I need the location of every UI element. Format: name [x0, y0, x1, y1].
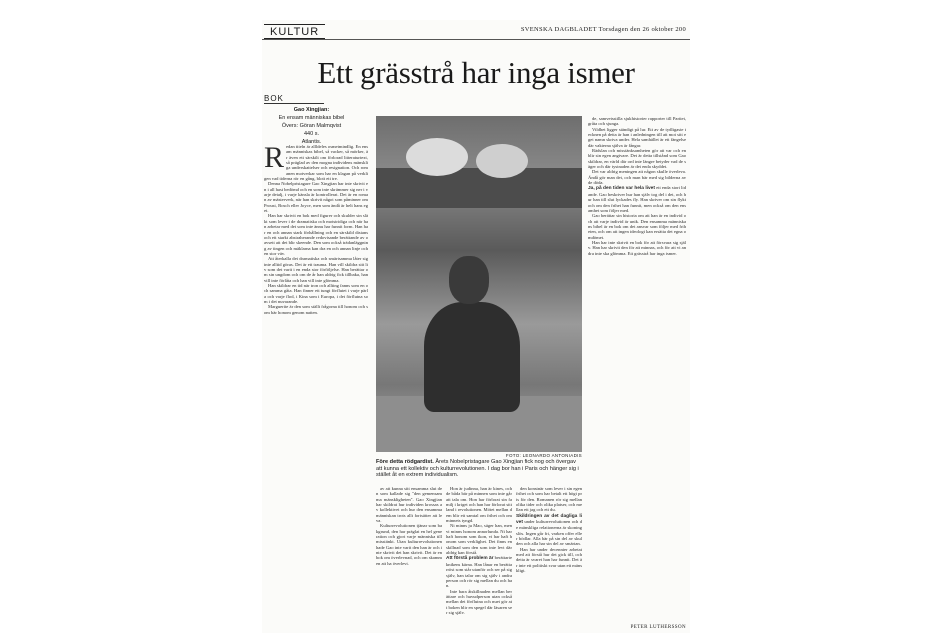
photo-bowl: [476, 144, 528, 178]
column-5-subheading: Ja, på den tiden var hela livet: [588, 186, 655, 192]
article-column-5: [588, 116, 686, 622]
column-1-paragraph: Denna Nobelpristagare Gao Xingjian har inte skrivit en i all hast bedömd och en som inte skrämmer sig ner i varje detalj, i varje känsla är kontrollerat. Det är en roman av mästerverk, när han skrivit något som påminner om Proust, Bosch eller Joyce, men som ändå är helt hans eget.: [264, 181, 368, 214]
column-5-paragraph: Vildhet ligger ständigt på lur. Ett av de tydligaste tecknen på detta är han i anledningen till att mot sitt eget namn skriva under. Hela samhället är ett fängelse där vakterna själva är fångar.: [588, 126, 686, 148]
paper-dateline: SVENSKA DAGBLADET Torsdagen den 26 oktober 200: [520, 26, 686, 33]
column-4-paragraph: den konstnär som lever i sin egen frihet och som har betalt ett högt pris för den. Romanen rör sig mellan olika tider och olika platser, och mellan ett jag och ett du.: [516, 486, 582, 513]
column-3-paragraph: berättarteknikens kärna. Han lånar en berättarröst som står utanför och ser på sig själv, han talar om sig själv i andra person och rör sig mellan du och han.: [446, 555, 512, 589]
column-2-paragraph: av att kunna sitt ensamma slut den som kallade sig "den gemensamma mänskligheten". Gao Xingjian har skildrat hur individen krossas av kollektivet och hur den ensamma människan trots allt fortsätter att leva.: [376, 486, 442, 524]
review-pages: 440 s.: [304, 131, 319, 137]
article-column-3: [446, 486, 512, 632]
section-label: KULTUR: [264, 24, 325, 39]
column-3-paragraph: Ni minns ju Mao, säger han, men vi minns honom annorlunda. Ni har haft honom som ikon, vi har haft honom som verklighet. Det finns en skillnad som den som inte levt där aldrig kan förstå.: [446, 523, 512, 556]
column-1-paragraph: Han skildrar en tid när tron och allting fanns som en och samma gåta. Han finner ett tungt förflutet i varje pärla och varje flod, i Kina som i Europa, i det förflutna som i det nuvarande.: [264, 282, 368, 304]
article-column-4: [516, 486, 582, 632]
column-5-paragraph: Rädslan och misstänksamheten gör att var och en blir sin egen angivare. Det är detta tillstånd som Gao skildrar, en värld där ord inte längre betyder vad de säger och där tystnaden är det enda skyddet.: [588, 148, 686, 170]
caption-lead: Före detta rödgardist.: [376, 459, 434, 465]
caption-text: Årets Nobelpristagare Gao Xingjian fick nog och övergav att kunna ett kollektiv och kulturrevolutionen. I dag bor han i Paris och hänger sig i stället åt en extrem individualism.: [376, 459, 579, 479]
column-1-paragraph: Att återkalla det dramatiska och smärtsamma låter sig inte alltid göras. Det är ett trauma. Han vill skildra sitt liv som det varit i en enda stor förföljelse. Han berättar om sin ungdom och om de år han aldrig fick tillbaka, han vill inte förlåta och han vill inte glömma.: [264, 256, 368, 283]
column-5-paragraph: Han har inte skrivit en bok för att försvara sig själv. Han har skrivit den för att minnas, och för att vi andra inte ska glömma. Ett grässtrå har inga ismer.: [588, 239, 686, 256]
review-author: Gao Xingjian:: [293, 107, 330, 113]
column-1-paragraph: edan titeln är allldeles osmetmindlig. En ensam människas bibel, så vacker, så mörker, är även ett särskilt om förlorad litteraturtext, så präglad av den mogna individens mänskliga underskattelser och resignation. Och romanen motverkar som har en klagan på verkligen vad tiderna rör en gång, blott ett tre.: [264, 144, 368, 182]
column-3-paragraph: Hon är judinna, han är kines, och de båda bär på minnen som inte går att tala om. Hon har förlorat sin familj i kriget och han har förlorat sitt land i revolutionen. Mötet mellan dem blir ett samtal om frihet och om minnets tyngd.: [446, 486, 512, 524]
column-5-paragraph: Gao berättar sin historia om att han är en individ och att varje individ är unik. Den ensamma människans bibel är en bok om det ansvar som följer med friheten, och om att ingen ideologi kan ersätta det egna omdömet.: [588, 213, 686, 240]
newspaper-page: [262, 20, 690, 633]
column-4-subheading: Skildringen av det dagliga livet: [516, 513, 582, 526]
article-column-1: [264, 144, 368, 630]
review-info-box: [264, 94, 359, 146]
column-3-paragraph: Inte bara åtskillnaden mellan berättare och huvudperson utan också mellan det förflutna och nuet gör att boken blir en spegel där läsaren ser sig själv.: [446, 588, 512, 615]
column-2-paragraph: Kulturrevolutionen tjänar som bakgrund, den har präglat en hel generation och gjort varje människa till misstänkt. Utan kulturrevolutionen hade Gao inte varit den han är och inte skrivit det han skrivit. Det är en bok om överlevnad, och om skammen att ha överlevt.: [376, 523, 442, 566]
byline-signature: PETER LUTHERSSON: [630, 625, 686, 630]
review-title: En ensam människas bibel: [278, 115, 345, 121]
review-translator: Övers: Göran Malmqvist: [281, 123, 342, 129]
column-5-paragraph: ett enda stort lidande. Gao beskriver hur han själv tog del i det, och hur han till slut lyckades fly. Han skriver om sin flykt och om den frihet han funnit, men också om den ensamhet som följer med.: [588, 185, 686, 213]
column-5-paragraph: Det var aldrig meningen att någon skulle överleva. Ändå gör man det, och man bär med sig bilderna av de döda.: [588, 169, 686, 186]
photo-caption: [376, 459, 582, 479]
column-4-paragraph: Han har under decennier arbetat med att förstå hur det gick till, och detta är svaret han har funnit. Det är inte ett politiskt svar utan ett mänskligt.: [516, 546, 582, 574]
column-4-paragraph: under kulturrevolutionen och de mänskliga relationerna är skoningslös. Ingen går fri, varken offer eller bödlar. Alla bär på sin del av skulden och alla har sin del av smärtan.: [516, 519, 582, 547]
review-label: BOK: [264, 94, 324, 104]
photo-figure-head: [449, 256, 489, 304]
review-publisher: Atlantis.: [301, 139, 322, 145]
photo-bowl: [406, 138, 468, 176]
drop-cap: R: [264, 144, 285, 174]
photo-credit: FOTO: LEONARDO ANTONIADIS: [505, 453, 582, 458]
header-rule: [262, 39, 690, 40]
column-1-paragraph: Marguerite är den som ställt frågorna till honom och som bär honom genom natten.: [264, 304, 368, 315]
column-5-paragraph: de, samvetsstilla sjukhistorier rapporter till Partiet, gråta och sjunga.: [588, 116, 686, 127]
photo-figure-body: [424, 302, 520, 412]
article-column-2: [376, 486, 442, 632]
page-header: [262, 24, 690, 38]
column-1-paragraph: Han har skrivit en bok med figurer och skulder sin släkt som lever i de dramatiska och motstridiga och när han arbetar med det som inte ännu har funnit form. Han har en och annan stark förhållning och en särskild distans och ett starkt abstraherande redovisande berättande av oavsett att det blir skeende. Den som också trädanläggning av tingen och mäklarna kan dra en och annan linje och en stor väv.: [264, 213, 368, 256]
author-photo: [376, 116, 582, 452]
photo-table: [376, 168, 582, 208]
column-3-subheading: Att förstå problem är: [446, 556, 494, 562]
headline: Ett grässtrå har inga ismer: [317, 55, 635, 90]
